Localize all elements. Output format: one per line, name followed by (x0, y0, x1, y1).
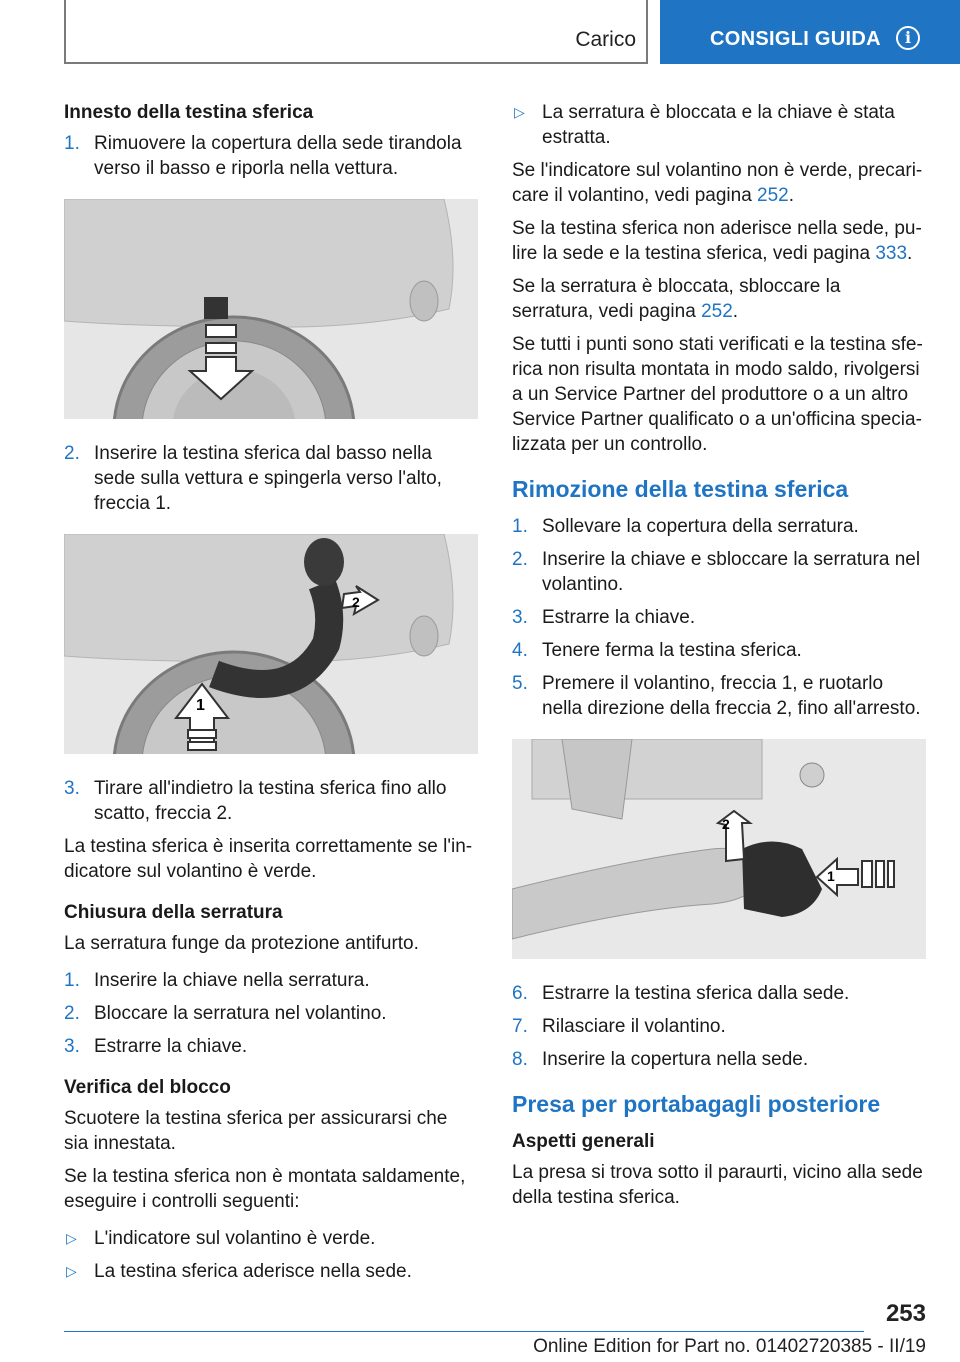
arrow-label: 1 (827, 868, 835, 884)
edition-note: Online Edition for Part no. 01402720385 - II/19 (533, 1336, 926, 1357)
section-title[interactable]: Carico (575, 28, 636, 51)
list-item (512, 638, 924, 663)
list-item (512, 605, 924, 630)
heading-rimozione: Rimozione della testina sferica (512, 476, 849, 502)
paragraph: Se la testina sferica non è montata saldamente, eseguire i controlli seguenti: (64, 1166, 466, 1212)
list-item (512, 981, 924, 1006)
step-text: Inserire la testina sferica dal basso nella sede sulla vettura e spingerla verso l'alto, freccia 1. (94, 443, 442, 514)
step-text: Rilasciare il volantino. (542, 1016, 726, 1037)
list-item (64, 1034, 476, 1059)
triangle-bullet-icon: ▷ (66, 1230, 77, 1246)
triangle-bullet-icon: ▷ (514, 104, 525, 120)
paragraph: Se la testina sferica non aderisce nella sede, pulire la sede e la testina sferica, vedi pagina 333. (512, 218, 922, 264)
list-item (512, 100, 924, 150)
step-number: 1. (512, 516, 528, 537)
paragraph: Se tutti i punti sono stati verificati e la testina sferica non risulta montata in modo saldo, rivolgersi a un Service Partner del produttore o a un altro Service Partner qualificato o a un'officina specializzata per un controllo. (512, 334, 923, 455)
page-link[interactable]: 333 (875, 243, 908, 264)
arrow-label: 2 (722, 816, 730, 832)
tab-consigli-guida[interactable] (660, 0, 960, 64)
step-text: Premere il volantino, freccia 1, e ruotarlo nella direzione della freccia 2, fino all'arresto. (542, 673, 921, 719)
list-item (512, 514, 924, 539)
arrow-label: 2 (352, 594, 360, 610)
heading-verifica: Verifica del blocco (64, 1077, 231, 1098)
bullet-text: L'indicatore sul volantino è verde. (94, 1228, 376, 1249)
paragraph: La serratura funge da protezione antifurto. (64, 933, 419, 954)
step-number: 2. (64, 443, 80, 464)
list-item (64, 968, 476, 993)
heading-chiusura: Chiusura della serratura (64, 902, 283, 923)
step-number: 1. (64, 133, 80, 154)
paragraph: La testina sferica è inserita correttamente se l'indicatore sul volantino è verde. (64, 836, 473, 882)
step-number: 2. (512, 549, 528, 570)
tab-label: CONSIGLI GUIDA (710, 28, 881, 50)
figure-ball-insert (64, 534, 478, 754)
paragraph: Se l'indicatore sul volantino non è verde, precaricare il volantino, vedi pagina 252. (512, 160, 923, 206)
page-number: 253 (885, 1300, 926, 1327)
step-text: Rimuovere la copertura della sede tirandola verso il basso e riporla nella vettura. (94, 133, 462, 179)
arrow-label: 1 (196, 697, 205, 714)
step-number: 7. (512, 1016, 528, 1037)
step-text: Bloccare la serratura nel volantino. (94, 1003, 387, 1024)
step-number: 6. (512, 983, 528, 1004)
figure-cover-removal (64, 199, 478, 419)
paragraph: La presa si trova sotto il paraurti, vicino alla sede della testina sferica. (512, 1162, 923, 1208)
list-item (64, 1001, 476, 1026)
step-number: 8. (512, 1049, 528, 1070)
list-item (512, 1047, 924, 1072)
step-text: Tirare all'indietro la testina sferica fino allo scatto, freccia 2. (94, 778, 447, 824)
step-text: Inserire la chiave nella serratura. (94, 970, 370, 991)
right-column (512, 100, 924, 1218)
left-column (64, 100, 476, 1292)
info-icon[interactable]: i (896, 26, 920, 50)
step-number: 3. (64, 1036, 80, 1057)
list-item (512, 1014, 924, 1039)
step-text: Inserire la chiave e sbloccare la serratura nel volantino. (542, 549, 921, 595)
step-text: Estrarre la chiave. (94, 1036, 248, 1057)
list-item (64, 776, 476, 826)
step-number: 1. (64, 970, 80, 991)
step-text: Inserire la copertura nella sede. (542, 1049, 809, 1070)
triangle-bullet-icon: ▷ (66, 1263, 77, 1279)
bullet-text: La testina sferica aderisce nella sede. (94, 1261, 412, 1282)
list-item (64, 441, 476, 516)
heading-aspetti: Aspetti generali (512, 1131, 655, 1152)
step-number: 4. (512, 640, 528, 661)
step-text: Sollevare la copertura della serratura. (542, 516, 859, 537)
list-item (64, 1259, 476, 1284)
bullet-text: La serratura è bloccata e la chiave è stata estratta. (542, 102, 895, 148)
page-link[interactable]: 252 (757, 185, 789, 206)
step-text: Estrarre la testina sferica dalla sede. (542, 983, 850, 1004)
step-number: 2. (64, 1003, 80, 1024)
step-number: 3. (64, 778, 80, 799)
heading-presa: Presa per portabagagli posteriore (512, 1091, 881, 1117)
list-item (64, 131, 476, 181)
header-frame (64, 0, 648, 64)
step-number: 3. (512, 607, 528, 628)
step-number: 5. (512, 673, 528, 694)
heading-innesto: Innesto della testina sferica (64, 102, 314, 123)
list-item (512, 671, 924, 721)
footer-divider (64, 1331, 864, 1332)
step-text: Tenere ferma la testina sferica. (542, 640, 802, 661)
step-text: Estrarre la chiave. (542, 607, 696, 628)
list-item (512, 547, 924, 597)
paragraph: Scuotere la testina sferica per assicurarsi che sia innestata. (64, 1108, 448, 1154)
figure-lock-release (512, 739, 926, 959)
page-link[interactable]: 252 (701, 301, 733, 322)
list-item (64, 1226, 476, 1251)
paragraph: Se la serratura è bloccata, sbloccare la serratura, vedi pagina 252. (512, 276, 841, 322)
